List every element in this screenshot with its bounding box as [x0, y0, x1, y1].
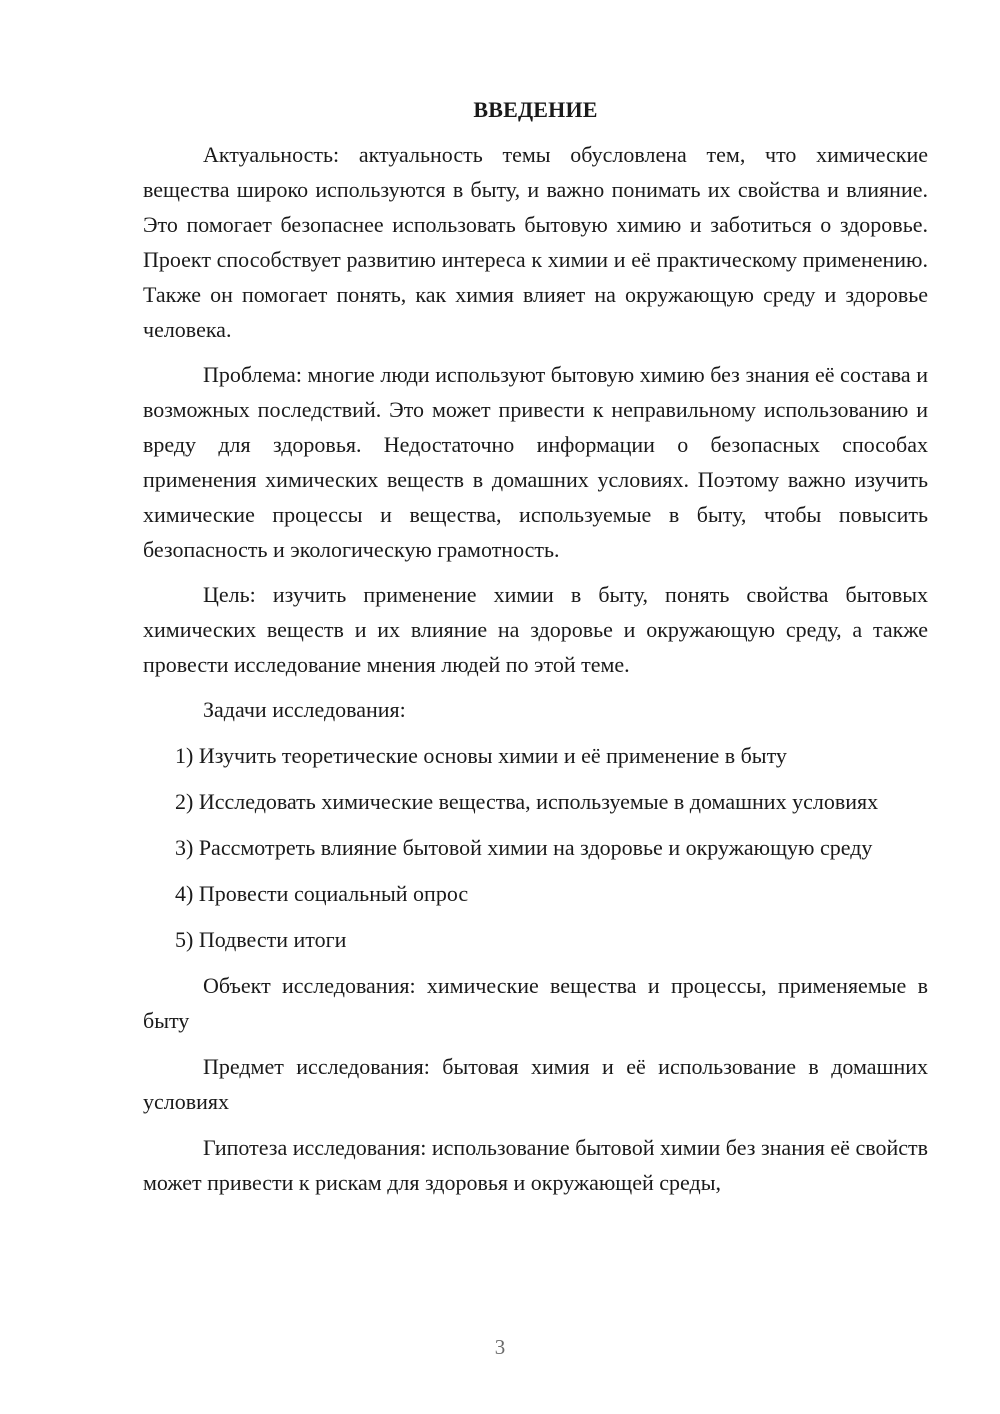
tasks-heading: Задачи исследования:	[203, 697, 406, 722]
paragraph-relevance: Актуальность: актуальность темы обусловлена тем, что химические вещества широко используются в быту, и важно понимать их свойства и влияние. Это помогает безопаснее использовать бытовую химию и заботиться о здоровье. Проект способствует развитию интереса к химии и её практическому применению. Также он помогает понять, как химия влияет на окружающую среду и здоровье человека.	[143, 142, 928, 342]
page-number: 3	[494, 1335, 506, 1359]
paragraph-problem: Проблема: многие люди используют бытовую химию без знания её состава и возможных последствий. Это может привести к неправильному использованию и вреду для здоровья. Недостаточно информации о безопасных способах применения химических веществ в домашних условиях. Поэтому важно изучить химические процессы и вещества, используемые в быту, чтобы повысить безопасность и экологическую грамотность.	[143, 362, 928, 562]
list-item: 1) Изучить теоретические основы химии и её применение в быту	[175, 743, 787, 768]
document-page	[143, 92, 928, 1200]
list-item: 5) Подвести итоги	[175, 927, 347, 952]
paragraph-goal: Цель: изучить применение химии в быту, понять свойства бытовых химических веществ и их влияние на здоровье и окружающую среду, а также провести исследование мнения людей по этой теме.	[143, 582, 928, 677]
page-title: ВВЕДЕНИЕ	[473, 97, 598, 122]
list-item: 3) Рассмотреть влияние бытовой химии на здоровье и окружающую среду	[175, 835, 873, 860]
paragraph-object: Объект исследования: химические вещества и процессы, применяемые в быту	[143, 973, 928, 1033]
list-item: 4) Провести социальный опрос	[175, 881, 469, 906]
list-item: 2) Исследовать химические вещества, используемые в домашних условиях	[175, 789, 879, 814]
paragraph-subject: Предмет исследования: бытовая химия и её использование в домашних условиях	[143, 1054, 928, 1114]
paragraph-hypothesis: Гипотеза исследования: использование бытовой химии без знания её свойств может привести к рискам для здоровья и окружающей среды,	[143, 1135, 928, 1195]
